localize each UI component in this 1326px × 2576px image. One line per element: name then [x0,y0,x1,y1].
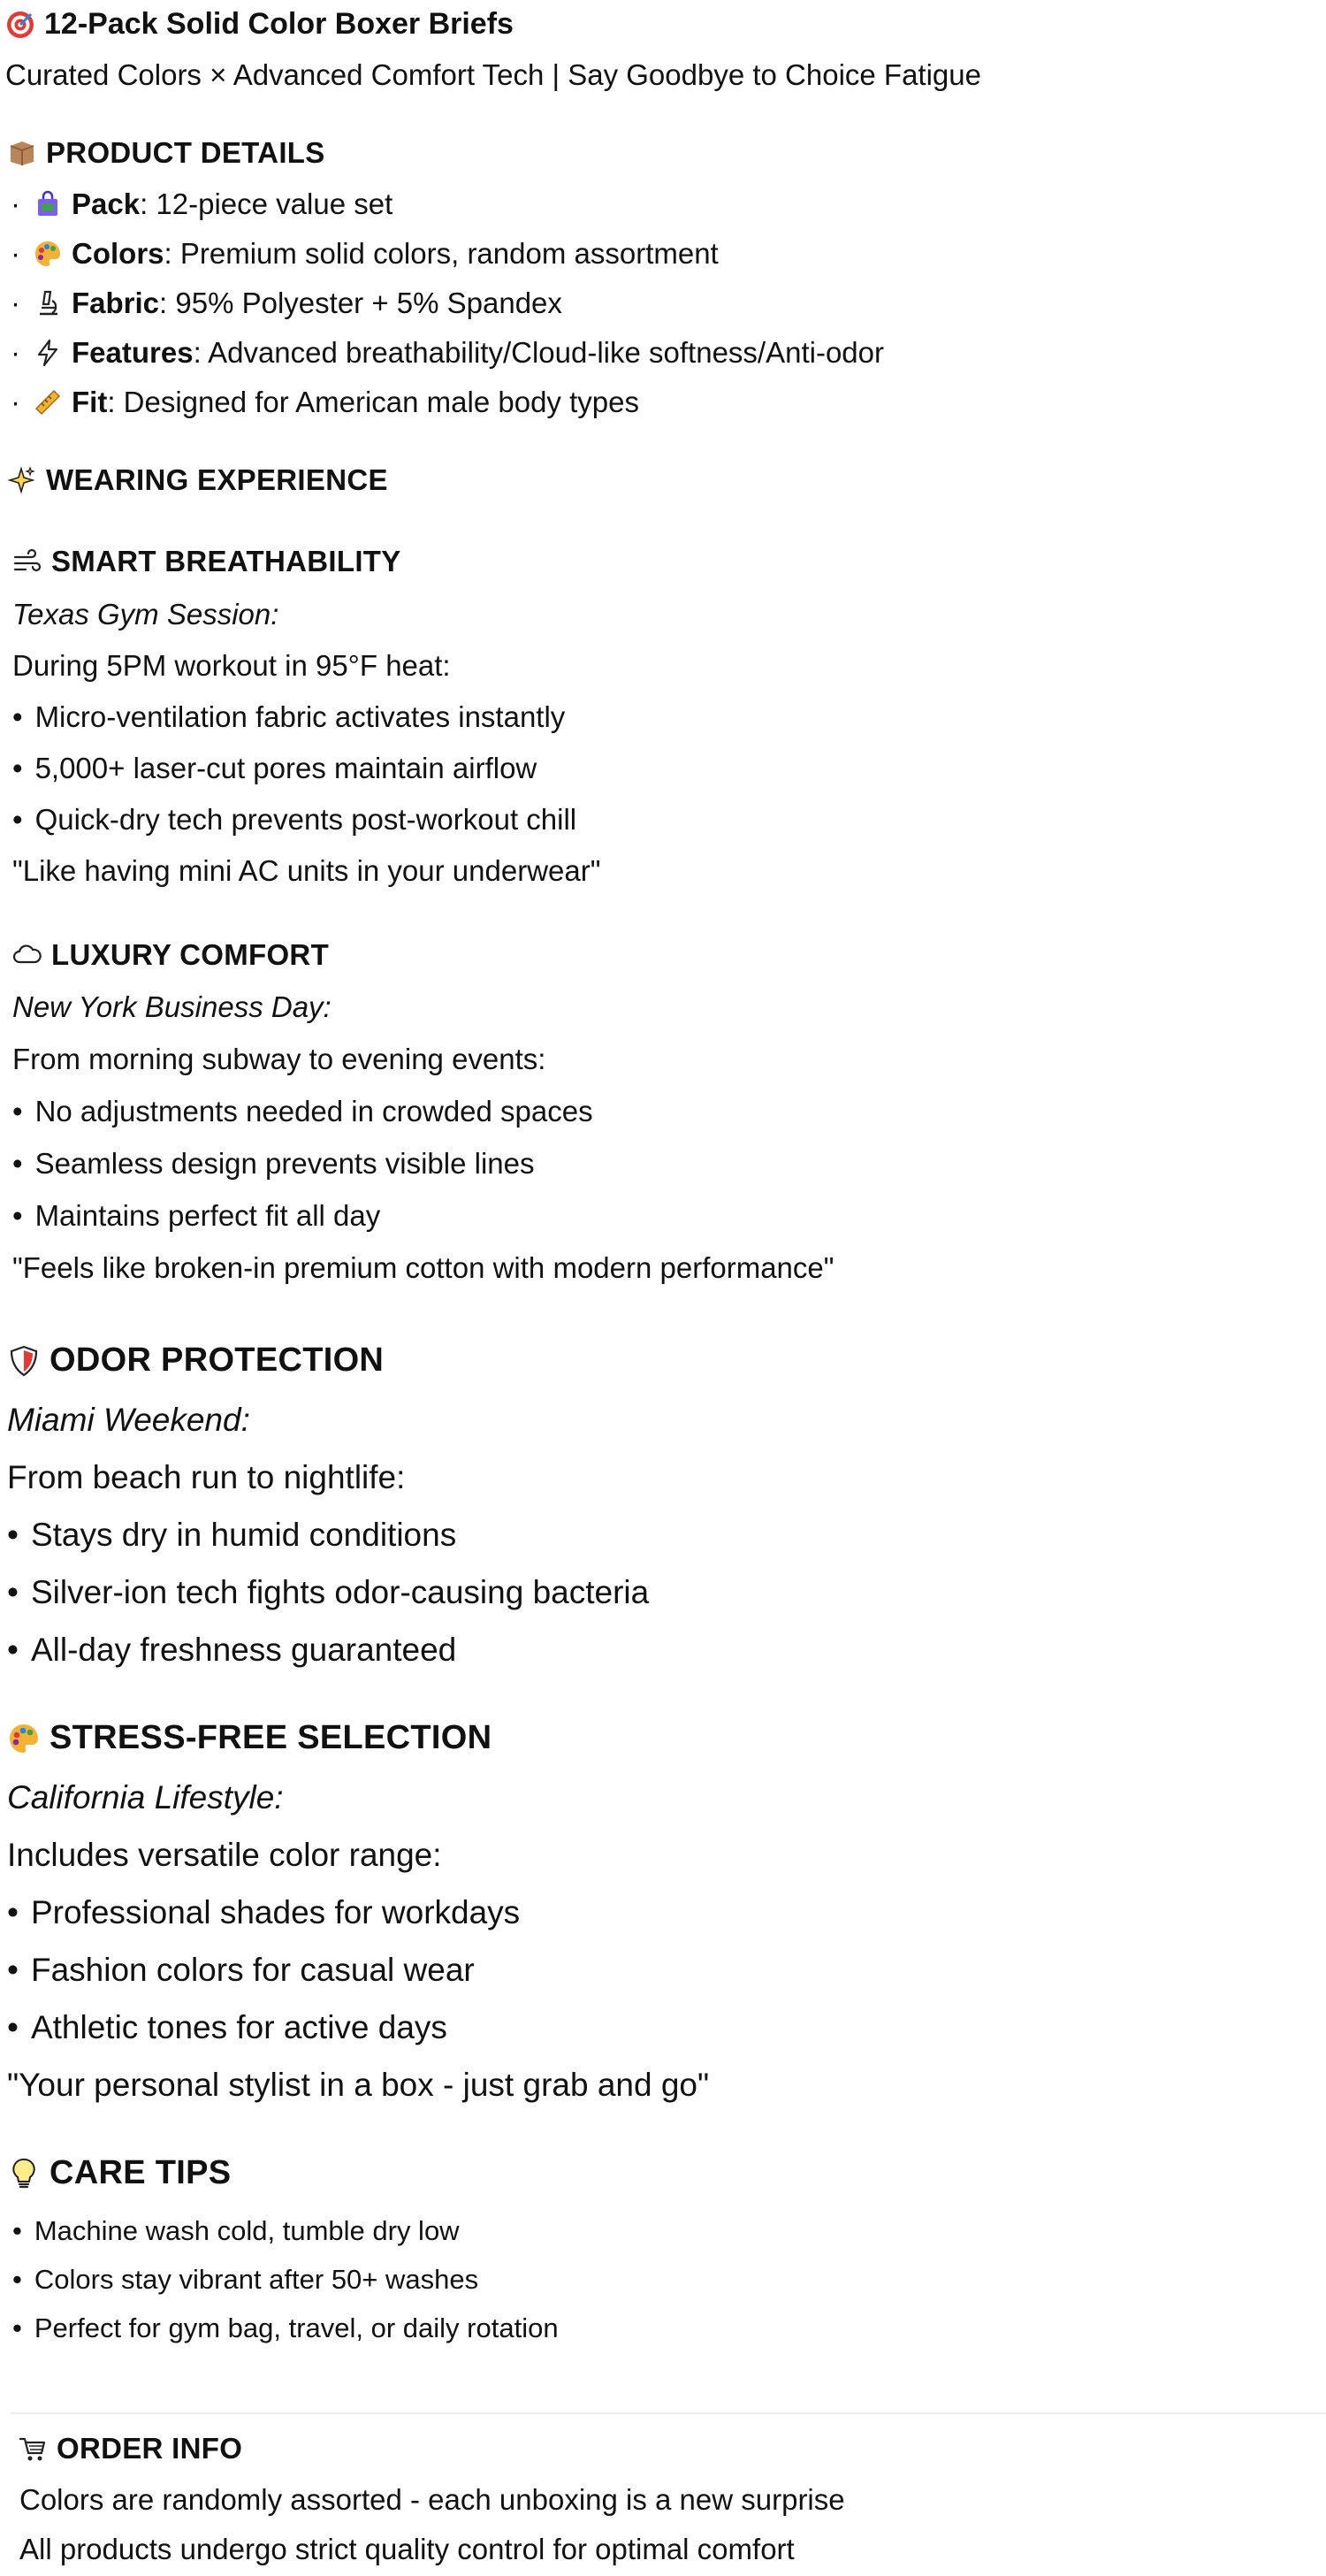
detail-value: : Designed for American male body types [107,386,639,418]
product-subtitle: Curated Colors × Advanced Comfort Tech | Say Goodbye to Choice Fatigue [5,58,981,91]
detail-item-fit [11,386,639,419]
intro-line: From beach run to nightlife: [7,1459,406,1495]
detail-label: Features [72,336,194,369]
subsection-heading-text: SMART BREATHABILITY [51,545,401,577]
section-divider [11,2412,1326,2414]
bullet: · [11,237,20,270]
cart-icon [18,2434,48,2464]
scenario-line: California Lifestyle: [7,1779,284,1815]
cloud-icon [12,940,42,970]
list-item: • Silver-ion tech fights odor-causing bacteria [7,1574,650,1610]
detail-label: Colors [72,237,164,270]
bullet: · [11,287,20,319]
microscope-icon [33,288,63,318]
detail-label: Pack [72,187,141,220]
intro-line: Includes versatile color range: [7,1837,442,1873]
list-item: • Perfect for gym bag, travel, or daily rotation [12,2312,559,2343]
lightning-icon [33,338,63,368]
sparkles-icon [7,465,37,495]
scenario-line: New York Business Day: [12,990,332,1023]
lightbulb-icon [7,2157,41,2190]
section-heading-text: PRODUCT DETAILS [46,136,325,169]
scenario-line: Texas Gym Session: [12,598,279,631]
bag-icon [33,189,63,219]
section-heading-text: ORDER INFO [57,2432,243,2465]
subsection-heading-smart-breathability [12,545,401,578]
subsection-heading-text: LUXURY COMFORT [51,938,330,971]
list-item: • Micro-ventilation fabric activates instantly [12,700,566,733]
wind-icon [12,547,42,577]
quote-line: "Like having mini AC units in your underwear" [12,854,601,887]
section-heading-wearing-experience [7,463,388,497]
section-heading-care-tips [7,2154,231,2192]
detail-value: : Advanced breathability/Cloud-like softness/Anti-odor [193,336,884,369]
list-item: • Seamless design prevents visible lines [12,1147,535,1180]
target-icon [5,10,35,40]
detail-item-colors [11,237,719,271]
subsection-heading-text: ODOR PROTECTION [50,1342,385,1379]
list-item: • All-day freshness guaranteed [7,1632,457,1668]
intro-line: From morning subway to evening events: [12,1043,546,1075]
product-title-row [5,7,514,42]
intro-line: During 5PM workout in 95°F heat: [12,649,451,682]
palette-icon [33,239,63,269]
subsection-heading-stress-free-selection [7,1719,492,1757]
detail-value: : 95% Polyester + 5% Spandex [159,287,562,319]
bullet: · [11,336,20,369]
shield-icon [7,1344,41,1378]
section-heading-order-info [18,2432,242,2465]
detail-value: : Premium solid colors, random assortment [164,237,719,270]
section-heading-product-details [7,136,325,170]
list-item: • Fashion colors for casual wear [7,1952,475,1988]
list-item: • Machine wash cold, tumble dry low [12,2215,460,2246]
quote-line: "Your personal stylist in a box - just grab and go" [7,2067,710,2103]
detail-label: Fabric [72,287,160,319]
subsection-heading-luxury-comfort [12,938,329,972]
product-subtitle-row [5,58,981,92]
scenario-line: Miami Weekend: [7,1402,250,1438]
detail-item-fabric [11,287,562,320]
list-item: • Maintains perfect fit all day [12,1199,381,1232]
bullet: · [11,386,20,418]
order-info-line: Colors are randomly assorted - each unboxing is a new surprise [19,2483,845,2516]
section-heading-text: WEARING EXPERIENCE [46,463,388,496]
detail-item-pack [11,187,392,221]
detail-value: : 12-piece value set [140,187,393,220]
detail-label: Fit [72,386,108,418]
section-heading-text: CARE TIPS [50,2154,232,2191]
product-title: 12-Pack Solid Color Boxer Briefs [44,7,514,41]
order-info-line: All products undergo strict quality control for optimal comfort [19,2533,795,2565]
list-item: • 5,000+ laser-cut pores maintain airflow [12,752,537,784]
box-icon [7,138,37,168]
palette-icon [7,1722,41,1755]
list-item: • Stays dry in humid conditions [7,1517,457,1553]
list-item: • No adjustments needed in crowded spaces [12,1095,593,1127]
detail-item-features [11,336,884,370]
list-item: • Professional shades for workdays [7,1894,521,1930]
list-item: • Athletic tones for active days [7,2009,447,2045]
quote-line: "Feels like broken-in premium cotton with modern performance" [12,1251,834,1284]
ruler-icon [33,387,63,417]
subsection-heading-odor-protection [7,1342,384,1380]
bullet: · [11,187,20,220]
subsection-heading-text: STRESS-FREE SELECTION [50,1719,492,1756]
list-item: • Colors stay vibrant after 50+ washes [12,2264,479,2295]
list-item: • Quick-dry tech prevents post-workout chill [12,803,577,836]
